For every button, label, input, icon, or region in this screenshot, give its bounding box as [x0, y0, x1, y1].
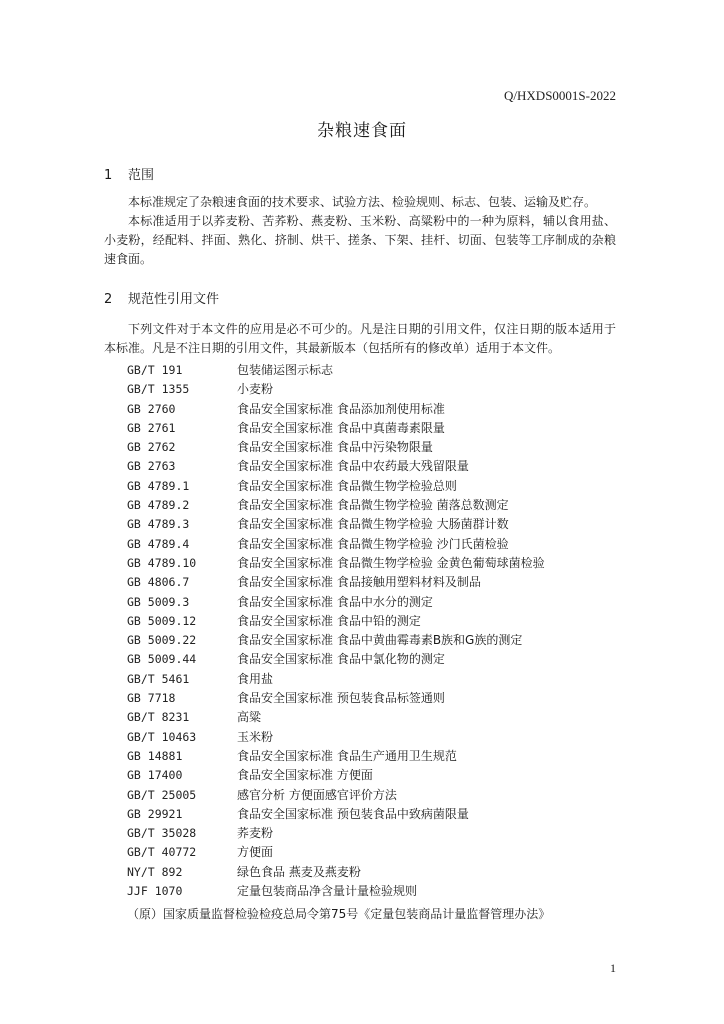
reference-code: GB/T 1355 [127, 382, 190, 397]
reference-code: GB/T 5461 [127, 671, 190, 686]
reference-row [127, 400, 627, 419]
section-1-paragraph-2: 本标准适用于以荞麦粉、苦荞粉、燕麦粉、玉米粉、高粱粉中的一种为原料，辅以食用盐、小麦粉，经配料、拌面、熟化、挤制、烘干、搓条、下架、挂杆、切面、包装等工序制成的杂粮速食面。 [104, 214, 616, 266]
section-2-title: 规范性引用文件 [128, 292, 220, 307]
reference-row [127, 650, 627, 669]
reference-row [127, 805, 627, 824]
reference-code: GB 5009.22 [127, 633, 197, 648]
reference-code: GB/T 10463 [127, 729, 197, 744]
reference-code: GB 5009.44 [127, 652, 197, 667]
reference-code: GB 4806.7 [127, 575, 190, 590]
reference-row [127, 612, 627, 631]
document-title: 杂粮速食面 [317, 121, 407, 141]
reference-row [127, 843, 627, 862]
reference-row [127, 786, 627, 805]
reference-row [127, 670, 627, 689]
reference-title: 食品安全国家标准 食品中污染物限量 [237, 440, 433, 455]
reference-code: GB 5009.3 [127, 594, 190, 609]
reference-title: 食品安全国家标准 食品微生物学检验 沙门氏菌检验 [237, 536, 509, 551]
reference-row [127, 380, 627, 399]
section-1-number: 1 [104, 168, 113, 183]
reference-title: 食品安全国家标准 食品生产通用卫生规范 [237, 748, 457, 763]
reference-title: 食品安全国家标准 食品中农药最大残留限量 [237, 459, 469, 474]
reference-title: 包装储运图示标志 [237, 363, 334, 377]
reference-code: GB 2760 [127, 401, 176, 416]
section-2-heading [104, 288, 219, 307]
reference-code: GB 4789.10 [127, 555, 197, 570]
reference-title: 食品安全国家标准 食品微生物学检验总则 [237, 478, 457, 493]
reference-title: 食品安全国家标准 食品中水分的测定 [237, 594, 433, 609]
reference-title: 食品安全国家标准 食品微生物学检验 金黄色葡萄球菌检验 [237, 555, 545, 570]
reference-code: GB 7718 [127, 691, 176, 706]
section-1-paragraph-1: 本标准规定了杂粮速食面的技术要求、试验方法、检验规则、标志、包装、运输及贮存。 [128, 195, 597, 209]
reference-code: GB/T 191 [127, 363, 183, 377]
section-1-heading [104, 164, 154, 183]
reference-title: 荞麦粉 [237, 826, 274, 841]
reference-row [127, 361, 627, 380]
reference-code: GB 5009.12 [127, 613, 197, 628]
reference-row [127, 882, 627, 901]
reference-code: GB 29921 [127, 806, 183, 821]
reference-title: 食品安全国家标准 预包装食品标签通则 [237, 691, 445, 706]
reference-code: GB/T 25005 [127, 787, 197, 802]
reference-title: 食品安全国家标准 食品中氯化物的测定 [237, 652, 445, 667]
reference-row [127, 496, 627, 515]
document-code: Q/HXDS0001S-2022 [504, 88, 616, 103]
reference-code: GB 14881 [127, 748, 183, 763]
page-number: 1 [610, 961, 616, 975]
reference-title: 食用盐 [237, 671, 274, 686]
reference-code: GB 17400 [127, 768, 183, 783]
reference-code: NY/T 892 [127, 864, 183, 879]
reference-code: GB/T 35028 [127, 826, 197, 841]
reference-title: 食品安全国家标准 食品微生物学检验 大肠菌群计数 [237, 517, 509, 532]
reference-row [127, 457, 627, 476]
reference-row [127, 631, 627, 650]
reference-row [127, 863, 627, 882]
reference-row [127, 515, 627, 534]
section-2-number: 2 [104, 292, 113, 307]
reference-row [127, 728, 627, 747]
reference-title: 玉米粉 [237, 729, 274, 744]
reference-row [127, 419, 627, 438]
reference-title: 食品安全国家标准 食品微生物学检验 菌落总数测定 [237, 498, 509, 513]
reference-title: 方便面 [237, 845, 274, 860]
reference-title: 绿色食品 燕麦及燕麦粉 [237, 864, 361, 879]
reference-row [127, 554, 627, 573]
reference-title: 食品安全国家标准 预包装食品中致病菌限量 [237, 806, 469, 821]
reference-final-line: （原）国家质量监督检验检疫总局令第75号《定量包装商品计量监督管理办法》 [127, 907, 551, 921]
reference-title: 食品安全国家标准 食品中真菌毒素限量 [237, 420, 445, 435]
reference-title: 感官分析 方便面感官评价方法 [237, 787, 397, 802]
reference-code: GB/T 8231 [127, 710, 190, 725]
section-2-intro: 下列文件对于本文件的应用是必不可少的。凡是注日期的引用文件，仅注日期的版本适用于本标准。凡是不注日期的引用文件，其最新版本（包括所有的修改单）适用于本文件。 [104, 322, 616, 355]
reference-code: GB/T 40772 [127, 845, 197, 860]
reference-code: GB 4789.3 [127, 517, 190, 532]
reference-title: 食品安全国家标准 食品添加剂使用标准 [237, 401, 445, 416]
reference-title: 食品安全国家标准 食品中黄曲霉毒素B族和G族的测定 [237, 633, 523, 648]
reference-code: GB 4789.1 [127, 478, 190, 493]
reference-row [127, 593, 627, 612]
reference-row [127, 438, 627, 457]
reference-row [127, 747, 627, 766]
reference-title: 高粱 [237, 710, 262, 725]
reference-code: JJF 1070 [127, 884, 183, 899]
reference-code: GB 4789.4 [127, 536, 190, 551]
section-1-title: 范围 [128, 168, 155, 183]
reference-row [127, 708, 627, 727]
reference-list [127, 361, 627, 901]
reference-row [127, 477, 627, 496]
reference-code: GB 2763 [127, 459, 176, 474]
reference-row [127, 766, 627, 785]
reference-code: GB 2761 [127, 420, 176, 435]
reference-row [127, 535, 627, 554]
reference-title: 定量包装商品净含量计量检验规则 [237, 884, 418, 899]
reference-code: GB 4789.2 [127, 498, 190, 513]
reference-title: 食品安全国家标准 方便面 [237, 768, 373, 783]
reference-code: GB 2762 [127, 440, 176, 455]
reference-title: 食品安全国家标准 食品中铅的测定 [237, 613, 421, 628]
reference-row [127, 689, 627, 708]
reference-title: 小麦粉 [237, 382, 274, 397]
reference-row [127, 573, 627, 592]
reference-title: 食品安全国家标准 食品接触用塑料材料及制品 [237, 575, 481, 590]
reference-row [127, 824, 627, 843]
